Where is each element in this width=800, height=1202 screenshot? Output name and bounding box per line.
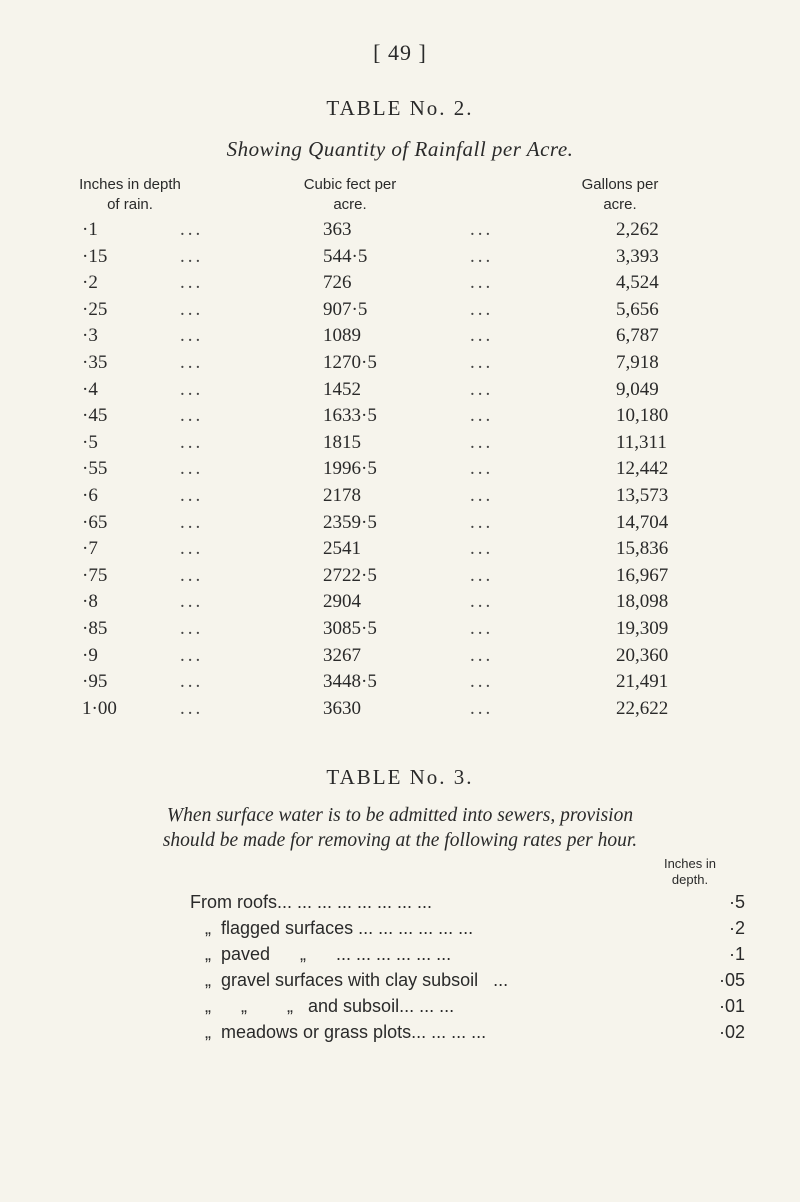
gallons-cell: 4,524 xyxy=(616,272,659,294)
leader-dots: ... xyxy=(470,219,494,240)
gallons-cell: 2,262 xyxy=(616,219,659,240)
leader-dots: ... xyxy=(470,617,494,639)
cubic-feet-cell: 1633·5 xyxy=(323,405,377,427)
depth-cell: ·1 xyxy=(82,219,98,240)
cubic-feet-cell: 544·5 xyxy=(323,245,368,267)
gallons-cell: 7,918 xyxy=(616,351,659,373)
table-row xyxy=(0,510,800,537)
leader-dots: ... xyxy=(470,325,494,347)
depth-cell: ·45 xyxy=(82,405,108,427)
leader-dots: ... xyxy=(470,484,494,506)
table-row xyxy=(0,403,800,430)
leader-dots: ... xyxy=(180,538,204,560)
gallons-cell: 16,967 xyxy=(616,564,669,586)
cubic-feet-cell: 363 xyxy=(323,219,352,240)
gallons-cell: 21,491 xyxy=(616,671,669,693)
depth-cell: ·25 xyxy=(82,298,108,320)
cubic-feet-cell: 2178 xyxy=(323,484,361,506)
table-row xyxy=(0,563,800,590)
table-row xyxy=(0,536,800,563)
leader-dots: ... xyxy=(470,511,494,533)
cubic-feet-cell: 726 xyxy=(323,272,352,294)
leader-dots: ... xyxy=(180,484,204,506)
leader-dots: ... xyxy=(470,538,494,560)
table-row xyxy=(0,643,800,670)
table-row xyxy=(0,244,800,271)
unit-line-1: Inches in xyxy=(663,856,717,871)
cubic-feet-cell: 907·5 xyxy=(323,298,368,320)
surface-label: „ gravel surfaces with clay subsoil ... xyxy=(190,970,509,990)
depth-cell: ·15 xyxy=(82,245,108,267)
leader-dots: ... xyxy=(180,405,204,427)
gallons-header-line-2: acre. xyxy=(603,196,637,213)
depth-cell: ·2 xyxy=(82,272,98,294)
leader-dots: ... xyxy=(180,617,204,639)
surface-label: „ „ „ and subsoil... ... ... xyxy=(190,996,455,1016)
leader-dots: ... xyxy=(180,325,204,347)
leader-dots: ... xyxy=(470,351,494,373)
cubic-feet-cell: 1270·5 xyxy=(323,351,377,373)
table-3-subtitle-line-2: should be made for removing at the following rates per hour. xyxy=(162,830,638,851)
depth-cell: ·75 xyxy=(82,564,108,586)
table-row xyxy=(0,270,800,297)
depth-column-header xyxy=(50,175,210,215)
cubic-feet-cell: 2722·5 xyxy=(323,564,377,586)
surface-label: From roofs... ... ... ... ... ... ... ... xyxy=(190,892,433,912)
leader-dots: ... xyxy=(470,591,494,613)
leader-dots: ... xyxy=(180,245,204,267)
rate-value: ·02 xyxy=(718,1022,745,1042)
leader-dots: ... xyxy=(470,245,494,267)
surface-label: „ meadows or grass plots... ... ... ... xyxy=(190,1022,487,1042)
surface-label: „ paved „ ... ... ... ... ... ... xyxy=(190,944,452,964)
table-row xyxy=(0,350,800,377)
cubic-header-line-1: Cubic fect per xyxy=(303,176,397,193)
leader-dots: ... xyxy=(180,351,204,373)
leader-dots: ... xyxy=(470,671,494,693)
table-row xyxy=(0,456,800,483)
gallons-cell: 19,309 xyxy=(616,617,669,639)
table-row xyxy=(0,616,800,643)
table-2-subtitle: Showing Quantity of Rainfall per Acre. xyxy=(226,137,574,161)
leader-dots: ... xyxy=(180,298,204,320)
depth-cell: 1·00 xyxy=(82,697,117,719)
gallons-cell: 12,442 xyxy=(616,458,669,480)
leader-dots: ... xyxy=(470,697,494,719)
rate-value: ·01 xyxy=(718,996,745,1016)
depth-header-line-1: Inches in depth xyxy=(79,176,181,193)
cubic-feet-column-header xyxy=(265,175,435,215)
rate-value: ·2 xyxy=(728,918,745,938)
rate-value: ·05 xyxy=(718,970,745,990)
table-row xyxy=(0,377,800,404)
leader-dots: ... xyxy=(180,697,204,719)
leader-dots: ... xyxy=(180,511,204,533)
cubic-feet-cell: 2904 xyxy=(323,591,361,613)
unit-line-2: depth. xyxy=(671,872,709,887)
cubic-feet-cell: 1089 xyxy=(323,325,361,347)
leader-dots: ... xyxy=(470,298,494,320)
table-row xyxy=(0,430,800,457)
leader-dots: ... xyxy=(470,458,494,480)
list-item xyxy=(0,889,800,915)
gallons-cell: 10,180 xyxy=(616,405,669,427)
depth-cell: ·6 xyxy=(82,484,98,506)
table-row xyxy=(0,217,800,244)
depth-cell: ·4 xyxy=(82,378,98,400)
leader-dots: ... xyxy=(180,458,204,480)
cubic-feet-cell: 2541 xyxy=(323,538,361,560)
gallons-cell: 3,393 xyxy=(616,245,659,267)
table-3-title: TABLE No. 3. xyxy=(326,765,474,789)
depth-cell: ·55 xyxy=(82,458,108,480)
leader-dots: ... xyxy=(180,564,204,586)
rate-value: ·5 xyxy=(728,892,745,912)
leader-dots: ... xyxy=(470,405,494,427)
list-item xyxy=(0,993,800,1019)
leader-dots: ... xyxy=(470,644,494,666)
gallons-cell: 11,311 xyxy=(616,431,667,453)
cubic-feet-cell: 1815 xyxy=(323,431,361,453)
leader-dots: ... xyxy=(470,272,494,294)
table-row xyxy=(0,669,800,696)
gallons-column-header xyxy=(530,175,710,215)
gallons-cell: 18,098 xyxy=(616,591,669,613)
gallons-cell: 14,704 xyxy=(616,511,669,533)
table-row xyxy=(0,323,800,350)
surface-label: „ flagged surfaces ... ... ... ... ... ... xyxy=(190,918,474,938)
leader-dots: ... xyxy=(180,378,204,400)
depth-cell: ·65 xyxy=(82,511,108,533)
leader-dots: ... xyxy=(180,671,204,693)
cubic-feet-cell: 2359·5 xyxy=(323,511,377,533)
cubic-header-line-2: acre. xyxy=(333,196,367,213)
list-item xyxy=(0,967,800,993)
leader-dots: ... xyxy=(180,272,204,294)
cubic-feet-cell: 3630 xyxy=(323,697,361,719)
depth-cell: ·8 xyxy=(82,591,98,613)
inches-depth-unit-label xyxy=(640,856,740,888)
rainfall-table-body xyxy=(0,217,800,722)
cubic-feet-cell: 1452 xyxy=(323,378,361,400)
gallons-cell: 22,622 xyxy=(616,697,669,719)
depth-header-line-2: of rain. xyxy=(107,196,153,213)
gallons-cell: 13,573 xyxy=(616,484,669,506)
table-row xyxy=(0,696,800,723)
gallons-cell: 15,836 xyxy=(616,538,669,560)
list-item xyxy=(0,1019,800,1045)
leader-dots: ... xyxy=(180,219,204,240)
gallons-cell: 20,360 xyxy=(616,644,669,666)
cubic-feet-cell: 3448·5 xyxy=(323,671,377,693)
cubic-feet-cell: 3085·5 xyxy=(323,617,377,639)
gallons-cell: 6,787 xyxy=(616,325,659,347)
depth-cell: ·3 xyxy=(82,325,98,347)
depth-cell: ·7 xyxy=(82,538,98,560)
page-number: [ 49 ] xyxy=(373,40,427,65)
gallons-header-line-1: Gallons per xyxy=(581,176,659,193)
list-item xyxy=(0,915,800,941)
list-item xyxy=(0,941,800,967)
leader-dots: ... xyxy=(180,644,204,666)
table-2-title: TABLE No. 2. xyxy=(326,96,474,120)
cubic-feet-cell: 3267 xyxy=(323,644,361,666)
depth-cell: ·95 xyxy=(82,671,108,693)
depth-cell: ·35 xyxy=(82,351,108,373)
table-3-subtitle-line-1: When surface water is to be admitted into sewers, provision xyxy=(166,805,634,826)
leader-dots: ... xyxy=(470,431,494,453)
surface-rates-list xyxy=(0,889,800,1045)
rate-value: ·1 xyxy=(728,944,745,964)
depth-cell: ·5 xyxy=(82,431,98,453)
leader-dots: ... xyxy=(180,431,204,453)
table-row xyxy=(0,589,800,616)
depth-cell: ·85 xyxy=(82,617,108,639)
leader-dots: ... xyxy=(180,591,204,613)
table-row xyxy=(0,483,800,510)
leader-dots: ... xyxy=(470,564,494,586)
table-row xyxy=(0,297,800,324)
depth-cell: ·9 xyxy=(82,644,98,666)
leader-dots: ... xyxy=(470,378,494,400)
cubic-feet-cell: 1996·5 xyxy=(323,458,377,480)
gallons-cell: 9,049 xyxy=(616,378,659,400)
gallons-cell: 5,656 xyxy=(616,298,659,320)
